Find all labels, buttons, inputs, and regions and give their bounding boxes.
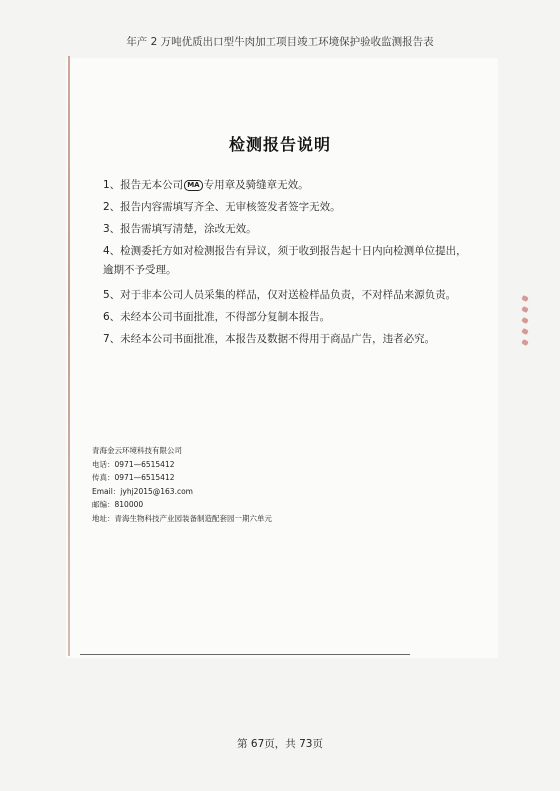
- address-line: 地址：青海生物科技产业园装备制造配套园一期六单元: [92, 513, 272, 523]
- rule-item: 7、未经本公司书面批准，本报告及数据不得用于商品广告，违者必究。: [103, 333, 436, 345]
- red-seal-fragment: [520, 292, 530, 362]
- page-number: 第 67页，共 73页: [237, 738, 323, 750]
- email-line: Email：jyhj2015@163.com: [92, 486, 193, 496]
- seal-mark: [521, 317, 529, 324]
- rule-item: 6、未经本公司书面批准，不得部分复制本报告。: [103, 311, 331, 323]
- rule-item: 3、报告需填写清楚，涂改无效。: [103, 223, 257, 235]
- seal-mark: [521, 295, 529, 302]
- rule-item: 5、对于非本公司人员采集的样品，仅对送检样品负责，不对样品来源负责。: [103, 289, 457, 301]
- seal-mark: [521, 306, 529, 313]
- rule-number: 1、: [103, 179, 121, 191]
- seal-mark: [521, 339, 529, 346]
- rule-text: 报告无本公司: [120, 179, 184, 191]
- rule-item: 2、报告内容需填写齐全、无审核签发者签字无效。: [103, 201, 341, 213]
- company-name: 青海金云环境科技有限公司: [92, 446, 182, 455]
- seal-mark: [521, 328, 529, 335]
- bottom-rule: [80, 654, 410, 655]
- postcode-line: 邮编：810000: [92, 500, 144, 509]
- rule-text: 专用章及骑缝章无效。: [203, 179, 309, 191]
- page-header: 年产 2 万吨优质出口型牛肉加工项目竣工环境保护验收监测报告表: [126, 36, 434, 48]
- fax-line: 传真：0971—6515412: [92, 473, 175, 482]
- document-title: 检测报告说明: [228, 135, 331, 154]
- rule-item: [103, 176, 473, 195]
- rules-list: [103, 176, 473, 352]
- rule-item: 4、检测委托方如对检测报告有异议，须于收到报告起十日内向检测单位提出，逾期不予受理。: [103, 245, 467, 276]
- phone-line: 电话：0971—6515412: [92, 459, 175, 469]
- contact-block: [92, 444, 452, 525]
- ma-mark-icon: MA: [184, 180, 202, 191]
